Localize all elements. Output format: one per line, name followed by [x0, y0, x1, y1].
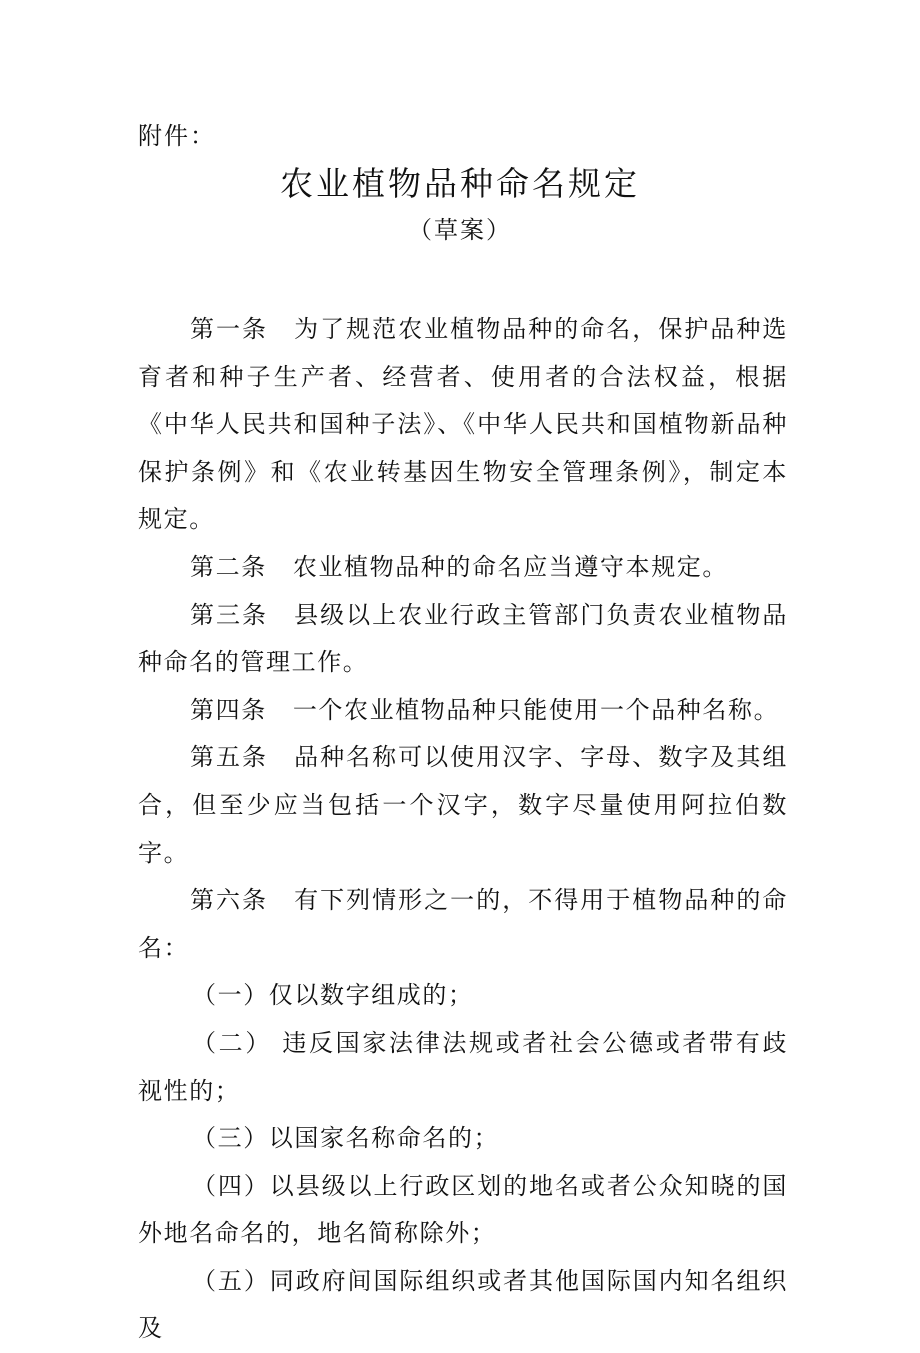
- article-4: [138, 687, 788, 735]
- article-text: 品种名称可以使用汉字、字母、数字及其组合，但至少应当包括一个汉字，数字尽量使用阿拉伯数字。: [138, 743, 788, 867]
- article-text: 一个农业植物品种只能使用一个品种名称。: [292, 695, 780, 724]
- attachment-label: 附件：: [138, 122, 216, 150]
- article-number: 第三条: [190, 600, 269, 629]
- list-item-3: （三）以国家名称命名的；: [192, 1124, 500, 1153]
- article-number: 第六条: [190, 886, 269, 915]
- article-2: [138, 544, 788, 592]
- list-item-4: （四）以县级以上行政区划的地名或者公众知晓的国外地名命名的，地名简称除外；: [138, 1171, 788, 1248]
- document-body: [138, 306, 788, 1353]
- document-title: 农业植物品种命名规定: [280, 164, 640, 203]
- article-text: 为了规范农业植物品种的命名，保护品种选育者和种子生产者、经营者、使用者的合法权益，根据《中华人民共和国种子法》、《中华人民共和国植物新品种保护条例》和《农业转基因生物安全管理条例》，制定本规定。: [138, 315, 788, 534]
- article-1: [138, 306, 788, 544]
- list-item-2: （二） 违反国家法律法规或者社会公德或者带有歧视性的；: [138, 1028, 788, 1105]
- article-5: [138, 734, 788, 877]
- article-number: 第四条: [190, 695, 267, 724]
- article-number: 第一条: [190, 315, 269, 343]
- article-text: 农业植物品种的命名应当遵守本规定。: [292, 552, 729, 581]
- article-text: 有下列情形之一的，不得用于植物品种的命名：: [138, 886, 788, 962]
- article-6: [138, 877, 788, 972]
- article-number: 第五条: [190, 743, 269, 772]
- article-number: 第二条: [190, 552, 267, 581]
- article-text: 县级以上农业行政主管部门负责农业植物品种命名的管理工作。: [138, 600, 788, 677]
- article-3: [138, 592, 788, 687]
- list-item-1: （一）仅以数字组成的；: [192, 981, 474, 1010]
- document-subtitle: （草案）: [408, 216, 512, 244]
- list-item-5: （五）同政府间国际组织或者其他国际国内知名组织及: [138, 1266, 788, 1343]
